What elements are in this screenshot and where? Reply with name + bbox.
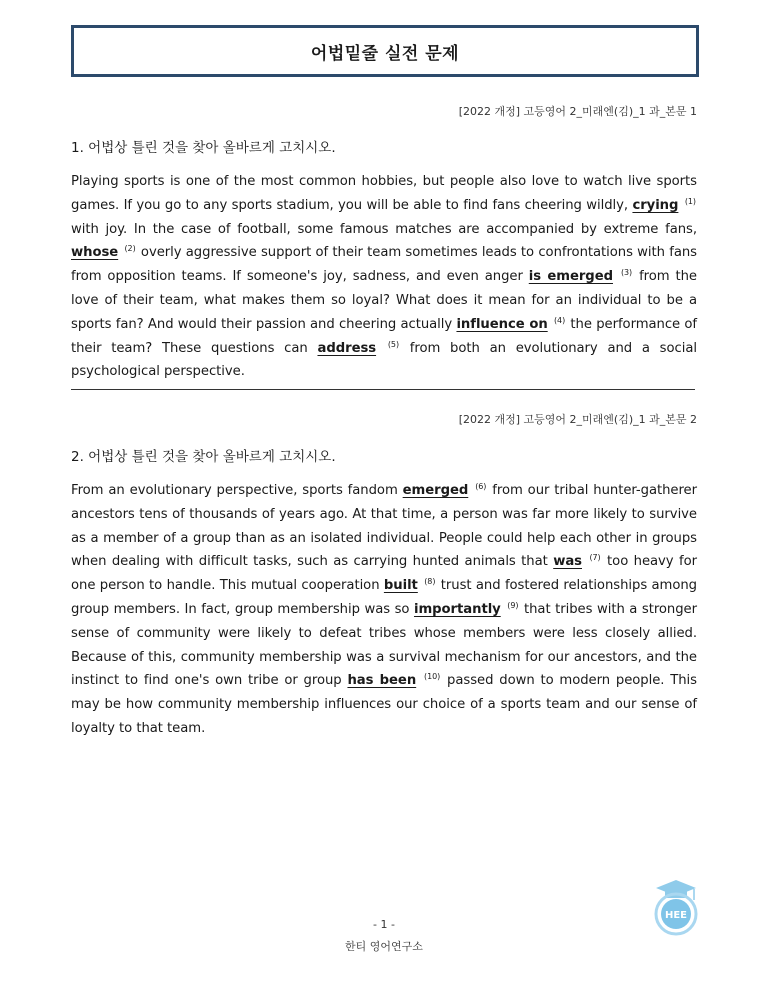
- blank-number: (8): [424, 577, 436, 587]
- blank-number: (7): [589, 553, 601, 563]
- underlined-phrase: influence on: [456, 316, 548, 332]
- underlined-phrase: is emerged: [528, 269, 613, 285]
- underlined-phrase: importantly: [413, 601, 501, 617]
- passage-text: too heavy for one person to handle. This mutual cooperation: [71, 554, 697, 594]
- section-1-question: 1. 어법상 틀린 것을 찾아 올바르게 고치시오.: [71, 140, 336, 156]
- blank-number: (5): [387, 339, 400, 349]
- section-2-question: 2. 어법상 틀린 것을 찾아 올바르게 고치시오.: [71, 449, 336, 465]
- publisher-name: 한티 영어연구소: [345, 940, 423, 953]
- passage-text: the performance of their team? These questions can: [71, 316, 697, 356]
- passage-text: overly aggressive support of their team sometimes leads to confrontations with fans from opposition teams. If someone's joy, sadness, and even anger: [71, 245, 697, 285]
- underlined-phrase: address: [317, 340, 377, 356]
- section-1-passage: [71, 170, 697, 384]
- blank-number: (9): [507, 600, 519, 610]
- underlined-phrase: has been: [347, 673, 417, 689]
- blank-number: (1): [684, 196, 696, 206]
- underlined-phrase: crying: [632, 197, 679, 213]
- blank-number: (2): [124, 244, 136, 254]
- passage-text: trust and fostered relationships among group members. In fact, group membership was so: [71, 578, 697, 617]
- logo-text: HEE: [664, 910, 688, 921]
- passage-text: from both an evolutionary and a social psychological perspective.: [71, 340, 697, 380]
- title-box: [71, 25, 699, 77]
- blank-number: (10): [424, 672, 441, 682]
- passage-text: From an evolutionary perspective, sports fandom: [71, 483, 403, 498]
- passage-text: that tribes with a stronger sense of community were likely to defeat tribes whose members were less closely allied. Because of this, community membership was a survival mechanism for our ancestors, and the instinct to find one's own tribe or group: [71, 601, 697, 689]
- passage-text: Playing sports is one of the most common hobbies, but people also love to watch live sports games. If you go to any sports stadium, you will be able to find fans cheering wildly,: [71, 174, 697, 213]
- section-divider: [71, 389, 695, 390]
- passage-text: from the love of their team, what makes them so loyal? What does it mean for an individual to be a sports fan? And would their passion and cheering actually: [71, 269, 697, 332]
- passage-text: from our tribal hunter-gatherer ancestors tens of thousands of years ago. At that time, a person was far more likely to survive as a member of a group than as an isolated individual. People could help each other in groups when dealing with difficult tasks, such as carrying hunted animals that: [71, 483, 697, 570]
- passage-text: with joy. In the case of football, some famous matches are accompanied by extreme fans,: [71, 221, 697, 237]
- underlined-phrase: emerged: [402, 483, 469, 498]
- section-1-source: [2022 개정] 고등영어 2_미래엔(김)_1 과_본문 1: [458, 105, 697, 118]
- page-number: - 1 -: [373, 918, 395, 931]
- passage-text: passed down to modern people. This may be how community membership influences our choice of a sports team and our sense of loyalty to that team.: [71, 673, 697, 736]
- blank-number: (3): [620, 268, 633, 278]
- page-title: 어법밑줄 실전 문제: [310, 43, 460, 64]
- blank-number: (6): [475, 482, 487, 491]
- section-2-source: [2022 개정] 고등영어 2_미래엔(김)_1 과_본문 2: [458, 413, 697, 426]
- underlined-phrase: built: [383, 578, 418, 594]
- section-2-passage: [71, 479, 697, 741]
- underlined-phrase: whose: [71, 245, 119, 261]
- underlined-phrase: was: [553, 554, 582, 570]
- blank-number: (4): [553, 315, 566, 325]
